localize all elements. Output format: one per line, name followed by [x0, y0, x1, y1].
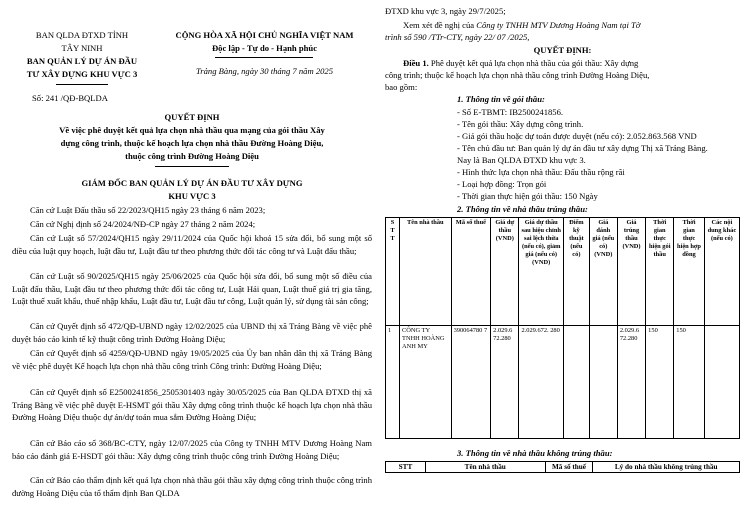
republic-heading: CỘNG HÒA XÃ HỘI CHỦ NGHĨA VIỆT NAM [175, 30, 354, 40]
table-header: Thời gian thực hiện gói thầu [646, 218, 674, 326]
table-cell: 150 [674, 326, 704, 439]
section-3-heading: 3. Thông tin về nhà thầu không trúng thầu: [457, 448, 613, 458]
proposal-company: Công ty TNHH MTV Dương Hoàng Nam tại Tờ [476, 20, 641, 30]
table-cell: 2.029.672. 280 [519, 326, 564, 439]
basis-6: Căn cứ Quyết định số 4259/QĐ-UBND ngày 19/05/2025 của Ủy ban nhân dân thị xã Trảng Bàng về việc phê duyệt Kế hoạch lựa chọn nhà thầu công trình Công trình: Đường Hoàng Diệu; [12, 348, 372, 371]
package-item: - Giá gói thầu hoặc dự toán được duyệt (nếu có): 2.052.863.568 VND [457, 131, 697, 141]
table-cell: 150 [646, 326, 674, 439]
package-item: Nay là Ban QLDA ĐTXD khu vực 3. [457, 155, 586, 165]
table-header: Giá đánh giá (nếu có) (VND) [589, 218, 617, 326]
table-cell: 2.029.6 72.280 [617, 326, 645, 439]
table-header: S T T [386, 218, 400, 326]
subject-line-1: Về việc phê duyệt kết quả lựa chọn nhà thầu qua mạng của gói thầu Xây [59, 125, 325, 135]
table-header: Lý do nhà thầu không trúng thầu [593, 462, 740, 473]
table-header: Tên nhà thầu [400, 218, 452, 326]
basis-7: Căn cứ Quyết định số E2500241856_2505301403 ngày 30/05/2025 của Ban QLDA ĐTXD thị xã Trảng Bàng về việc phê duyệt E-HSMT gói thầu Xây dựng công trình thuộc kế hoạch lựa chọn nhà thầu Đường Hoàng Diệu thuộc dự án/dự toán mua sắm Đường Hoàng Diệu; [12, 387, 372, 423]
winning-bidder-table [385, 217, 740, 439]
continuation-line: ĐTXD khu vực 3, ngày 29/7/2025; [385, 6, 506, 16]
table-header: Mã số thuế [451, 218, 491, 326]
agency-underline [56, 84, 108, 85]
losing-bidder-table [385, 461, 740, 473]
package-item: - Hình thức lựa chọn nhà thầu: Đấu thầu rộng rãi [457, 167, 625, 177]
package-item: - Loại hợp đồng: Trọn gói [457, 179, 547, 189]
basis-4: Căn cứ Luật số 90/2025/QH15 ngày 25/06/2025 của Quốc hội sửa đổi, bổ sung một số điều của Luật đấu thầu, Luật đầu tư theo phương thức đối tác công tư, Luật Hải quan, Luật thuế giá trị gia tăng, Luật thuế xuất khẩu, thuế nhập khẩu, Luật đầu tư, Luật đầu tư công, Luật quản lý, sử dụng tài sản công; [12, 271, 372, 307]
table-cell: 1 [386, 326, 400, 439]
proposal-line-2: trình số 590 /TTr-CTY, ngày 22/ 07 /2025, [385, 32, 530, 42]
article-1-line-3: bao gồm: [385, 82, 418, 92]
basis-8: Căn cứ Báo cáo số 368/BC-CTY, ngày 12/07/2025 của Công ty TNHH MTV Dương Hoàng Nam báo cáo đánh giá E-HSDT gói thầu: Xây dựng công trình thuộc công trình Đường Hoàng Diệu; [12, 438, 372, 461]
authority-line-2: KHU VỰC 3 [168, 191, 216, 201]
table-header: Giá dự thầu (VND) [491, 218, 519, 326]
basis-3: Căn cứ Luật số 57/2024/QH15 ngày 29/11/2024 của Quốc hội khoá 15 sửa đổi, bổ sung một số điều của luật quy hoạch, luật đầu tư, Luật đầu tư theo phương thức đối tác công tư và Luật đấu thầu; [12, 233, 372, 256]
subject-line-3: thuộc công trình Đường Hoàng Diệu [125, 151, 259, 161]
section-2-heading: 2. Thông tin về nhà thầu trúng thầu: [457, 204, 588, 214]
motto-underline [215, 57, 313, 58]
table-cell: CÔNG TY TNHH HOÀNG ANH MY [400, 326, 452, 439]
basis-9: Căn cứ Báo cáo thẩm định kết quả lựa chọn nhà thầu gói thầu xây dựng công trình thuộc công trình đường Hoàng Diệu của tổ thẩm định Ban QLDA [12, 475, 372, 498]
article-1-line-2: công trình; thuộc kế hoạch lựa chọn nhà thầu công trình Đường Hoàng Diệu, [385, 70, 650, 80]
proposal-prefix: Xem xét đề nghị của [403, 20, 477, 30]
agency-line-4: TƯ XÂY DỰNG KHU VỰC 3 [26, 69, 138, 79]
decide-heading: QUYẾT ĐỊNH: [533, 45, 592, 55]
table-header: Điểm kỹ thuật (nếu có) [563, 218, 589, 326]
subject-line-2: dựng công trình, thuộc kế hoạch lựa chọn nhà thầu Đường Hoàng Diệu, [60, 138, 324, 148]
table-cell [589, 326, 617, 439]
table-header-row [386, 218, 740, 326]
basis-5: Căn cứ Quyết định số 472/QĐ-UBND ngày 12/02/2025 của UBND thị xã Trảng Bàng về việc phê duyệt báo cáo kinh tế kỹ thuật công trình Đường Hoàng Diệu; [12, 321, 372, 344]
package-item: - Thời gian thực hiện gói thầu: 150 Ngày [457, 191, 598, 201]
table-cell [563, 326, 589, 439]
package-item: - Số E-TBMT: IB2500241856. [457, 107, 564, 117]
table-header: Giá dự thầu sau hiệu chỉnh sai lệch thừa (nếu có), giảm giá (nếu có) (VND) [519, 218, 564, 326]
table-header: STT [386, 462, 426, 473]
article-1-label: Điều 1. [403, 58, 429, 68]
section-1-heading: 1. Thông tin về gói thầu: [457, 94, 545, 104]
article-1-text-a: Phê duyệt kết quả lựa chọn nhà thầu của gói thầu: Xây dựng [428, 58, 639, 68]
motto: Độc lập - Tự do - Hạnh phúc [211, 43, 318, 53]
proposal-line-1 [403, 20, 640, 31]
agency-line-1: BAN QLDA ĐTXD TỈNH [35, 30, 129, 40]
document-number: Số: 241 /QĐ-BQLDA [32, 93, 108, 103]
table-header: Tên nhà thầu [425, 462, 545, 473]
package-item: - Tên gói thầu: Xây dựng công trình. [457, 119, 584, 129]
authority-line-1: GIÁM ĐỐC BAN QUẢN LÝ DỰ ÁN ĐẦU TƯ XÂY DỰNG [81, 178, 303, 188]
table-header: Mã số thuế [545, 462, 593, 473]
agency-line-2: TÂY NINH [61, 43, 103, 53]
article-1-line-1 [403, 58, 638, 69]
agency-line-3: BAN QUẢN LÝ DỰ ÁN ĐẦU [26, 56, 138, 66]
decision-title: QUYẾT ĐỊNH [164, 112, 220, 122]
subject-underline [155, 166, 229, 167]
table-header: Giá trúng thầu (VND) [617, 218, 645, 326]
table-row [386, 326, 740, 439]
table-header: Các nội dung khác (nếu có) [704, 218, 739, 326]
place-date: Trảng Bàng, ngày 30 tháng 7 năm 2025 [195, 66, 334, 76]
table-cell [704, 326, 739, 439]
table-cell: 390064780 7 [451, 326, 491, 439]
table-cell: 2.029.6 72.280 [491, 326, 519, 439]
basis-1: Căn cứ Luật Đấu thầu số 22/2023/QH15 ngày 23 tháng 6 năm 2023; [30, 205, 266, 215]
table-header-row [386, 462, 740, 473]
table-header: Thời gian thực hiện hợp đồng [674, 218, 704, 326]
package-item: - Tên chủ đầu tư: Ban quản lý dự án đầu tư xây dựng Thị xã Trảng Bàng. [457, 143, 708, 153]
basis-2: Căn cứ Nghị định số 24/2024/NĐ-CP ngày 27 tháng 2 năm 2024; [30, 219, 256, 229]
